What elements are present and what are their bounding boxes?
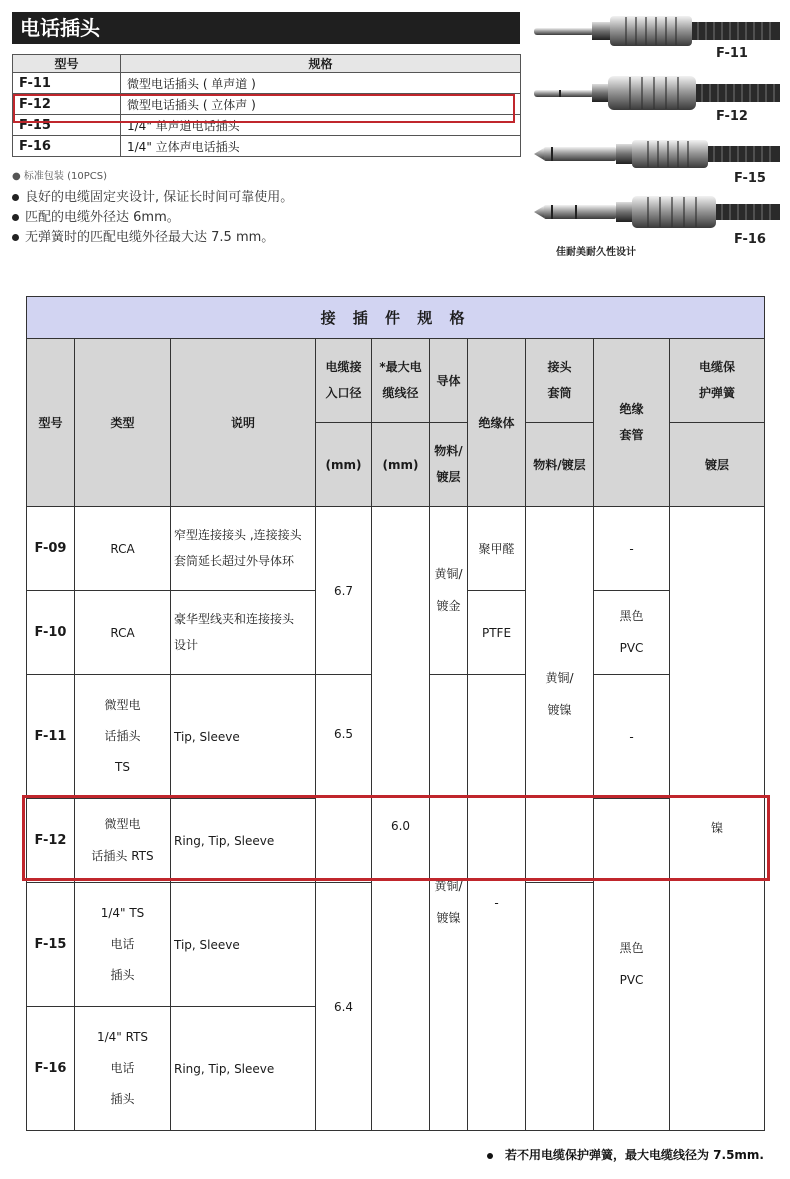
spring-cell: 镍 xyxy=(670,507,765,1131)
packaging-note xyxy=(12,167,107,182)
footnote-text: 若不用电缆保护弹簧，最大电缆线径为 7.5mm. xyxy=(504,1148,764,1162)
header-barrel xyxy=(526,339,594,423)
spec-text: 1/4" 立体声电话插头 xyxy=(121,136,521,157)
header-spring-line2: 护弹簧 xyxy=(699,385,736,400)
sleeve-cell: - xyxy=(594,675,670,799)
spec-text: 1/4" 单声道电话插头 xyxy=(121,115,521,136)
type-line: TS xyxy=(115,760,130,775)
bullet-dot xyxy=(12,194,19,201)
plug-label-f11: F-11 xyxy=(716,46,748,61)
header-max-cable-line1: *最大电 xyxy=(379,360,422,375)
header-barrel-line1: 接头 xyxy=(547,360,572,375)
spec-table-header xyxy=(13,55,521,73)
header-unit-mm: (mm) xyxy=(372,423,430,507)
plug-label-f15: F-15 xyxy=(734,171,766,186)
spec-text: 微型电话插头 ( 单声道 ) xyxy=(121,73,521,94)
connector-spec-table xyxy=(26,296,765,1131)
type-line: 电话 xyxy=(110,936,135,951)
type-line: 话插头 RTS xyxy=(91,848,154,863)
description-cell: Ring, Tip, Sleeve xyxy=(171,799,316,883)
model-cell: F-10 xyxy=(27,591,75,675)
header-insulator: 绝缘体 xyxy=(468,339,526,507)
spec-header-spec: 规格 xyxy=(121,55,521,73)
conductor-line: 镀金 xyxy=(436,598,461,613)
spec-row xyxy=(13,115,521,136)
packaging-note-text: 标准包装 (10PCS) xyxy=(23,171,107,182)
cable-entry-cell: 6.4 xyxy=(316,883,372,1131)
spec-text: 微型电话插头 ( 立体声 ) xyxy=(121,94,521,115)
header-barrel-line2: 套筒 xyxy=(547,385,572,400)
type-cell xyxy=(75,883,171,1007)
table-title: 接 插 件 规 格 xyxy=(27,297,765,339)
header-material-plating: 物料/镀层 xyxy=(526,423,594,507)
type-cell: RCA xyxy=(75,591,171,675)
description-line: 窄型连接接头 ,连接接头 xyxy=(174,528,302,543)
description-cell: Ring, Tip, Sleeve xyxy=(171,1007,316,1131)
spec-row xyxy=(13,73,521,94)
type-line: 微型电 xyxy=(104,697,141,712)
bullet-dot xyxy=(12,234,19,241)
header-spring xyxy=(670,339,765,423)
barrel-line: 镀镍 xyxy=(547,702,572,717)
header-insulating-sleeve xyxy=(594,339,670,507)
sleeve-line: 黑色 xyxy=(619,941,644,956)
feature-item xyxy=(12,188,293,208)
insulator-cell: PTFE xyxy=(468,591,526,675)
bullet-dot xyxy=(487,1153,493,1159)
conductor-line: 黄铜/ xyxy=(434,879,463,894)
sleeve-line: PVC xyxy=(619,972,644,987)
model-cell: F-15 xyxy=(27,883,75,1007)
footnote xyxy=(487,1146,764,1163)
bullet-dot xyxy=(12,214,19,221)
header-material-plating xyxy=(430,423,468,507)
header-insulating-sleeve-line2: 套管 xyxy=(619,427,644,442)
sleeve-line: 黑色 xyxy=(619,609,644,624)
max-cable-cell: 6.0 xyxy=(372,507,430,1131)
conductor-line: 黄铜/ xyxy=(434,567,463,582)
spec-row xyxy=(13,136,521,157)
header-material-line2: 镀层 xyxy=(436,469,461,484)
sleeve-cell: - xyxy=(594,507,670,591)
type-line: 1/4" RTS xyxy=(96,1029,149,1044)
header-description: 说明 xyxy=(171,339,316,507)
feature-item xyxy=(12,228,293,248)
barrel-cell xyxy=(526,507,594,883)
header-plating: 镀层 xyxy=(670,423,765,507)
header-conductor: 导体 xyxy=(430,339,468,423)
model-cell: F-11 xyxy=(27,675,75,799)
header-cable-entry-line2: 入口径 xyxy=(325,385,362,400)
header-material-line1: 物料/ xyxy=(434,444,463,459)
sleeve-cell xyxy=(594,591,670,675)
feature-list xyxy=(12,188,293,248)
description-line: 套筒延长超过外导体环 xyxy=(174,553,295,568)
header-cable-entry xyxy=(316,339,372,423)
description-cell: Tip, Sleeve xyxy=(171,675,316,799)
feature-text: 无弹簧时的匹配电缆外径最大达 7.5 mm。 xyxy=(25,230,275,245)
spec-code: F-15 xyxy=(13,115,121,136)
description-line: 豪华型线夹和连接接头 xyxy=(174,612,295,627)
spec-code: F-11 xyxy=(13,73,121,94)
type-cell: RCA xyxy=(75,507,171,591)
model-cell: F-16 xyxy=(27,1007,75,1131)
page-title: 电话插头 xyxy=(12,12,520,44)
model-cell: F-12 xyxy=(27,799,75,883)
table-row xyxy=(27,507,765,591)
header-type: 类型 xyxy=(75,339,171,507)
type-cell xyxy=(75,1007,171,1131)
cable-entry-cell: 6.5 xyxy=(316,675,372,883)
header-cable-entry-line1: 电缆接 xyxy=(325,360,362,375)
conductor-cell xyxy=(430,675,468,1131)
description-cell xyxy=(171,591,316,675)
type-cell xyxy=(75,799,171,883)
type-line: 话插头 xyxy=(104,728,141,743)
spec-header-model: 型号 xyxy=(13,55,121,73)
header-model: 型号 xyxy=(27,339,75,507)
description-cell xyxy=(171,507,316,591)
insulator-cell: 聚甲醛 xyxy=(468,507,526,591)
insulator-cell: - xyxy=(468,675,526,1131)
model-cell: F-09 xyxy=(27,507,75,591)
plug-image-f16 xyxy=(530,190,785,238)
barrel-line: 黄铜/ xyxy=(545,671,574,686)
type-line: 电话 xyxy=(110,1060,135,1075)
description-line: 设计 xyxy=(174,637,199,652)
sleeve-cell xyxy=(594,799,670,1131)
spec-row xyxy=(13,94,521,115)
conductor-line: 镀镍 xyxy=(436,910,461,925)
model-spec-table xyxy=(12,54,521,157)
feature-text: 良好的电缆固定夹设计, 保证长时间可靠使用。 xyxy=(25,190,294,205)
plug-caption: 佳耐美耐久性设计 xyxy=(556,247,636,258)
feature-text: 匹配的电缆外径达 6mm。 xyxy=(25,210,180,225)
header-max-cable-line2: 缆线径 xyxy=(382,385,419,400)
type-line: 插头 xyxy=(110,1092,135,1107)
header-max-cable xyxy=(372,339,430,423)
type-line: 微型电 xyxy=(104,817,141,832)
header-unit-mm: (mm) xyxy=(316,423,372,507)
spec-code: F-12 xyxy=(13,94,121,115)
type-line: 插头 xyxy=(110,968,135,983)
spec-code: F-16 xyxy=(13,136,121,157)
plug-label-f16: F-16 xyxy=(734,232,766,247)
cable-entry-cell: 6.7 xyxy=(316,507,372,675)
plug-label-f12: F-12 xyxy=(716,109,748,124)
sleeve-line: PVC xyxy=(619,640,644,655)
header-insulating-sleeve-line1: 绝缘 xyxy=(619,402,644,417)
conductor-cell xyxy=(430,507,468,675)
barrel-cell-empty xyxy=(526,883,594,1131)
description-cell: Tip, Sleeve xyxy=(171,883,316,1007)
feature-item xyxy=(12,208,293,228)
bullet-dot: ● xyxy=(12,171,24,182)
header-spring-line1: 电缆保 xyxy=(699,360,736,375)
type-cell xyxy=(75,675,171,799)
type-line: 1/4" TS xyxy=(100,905,145,920)
